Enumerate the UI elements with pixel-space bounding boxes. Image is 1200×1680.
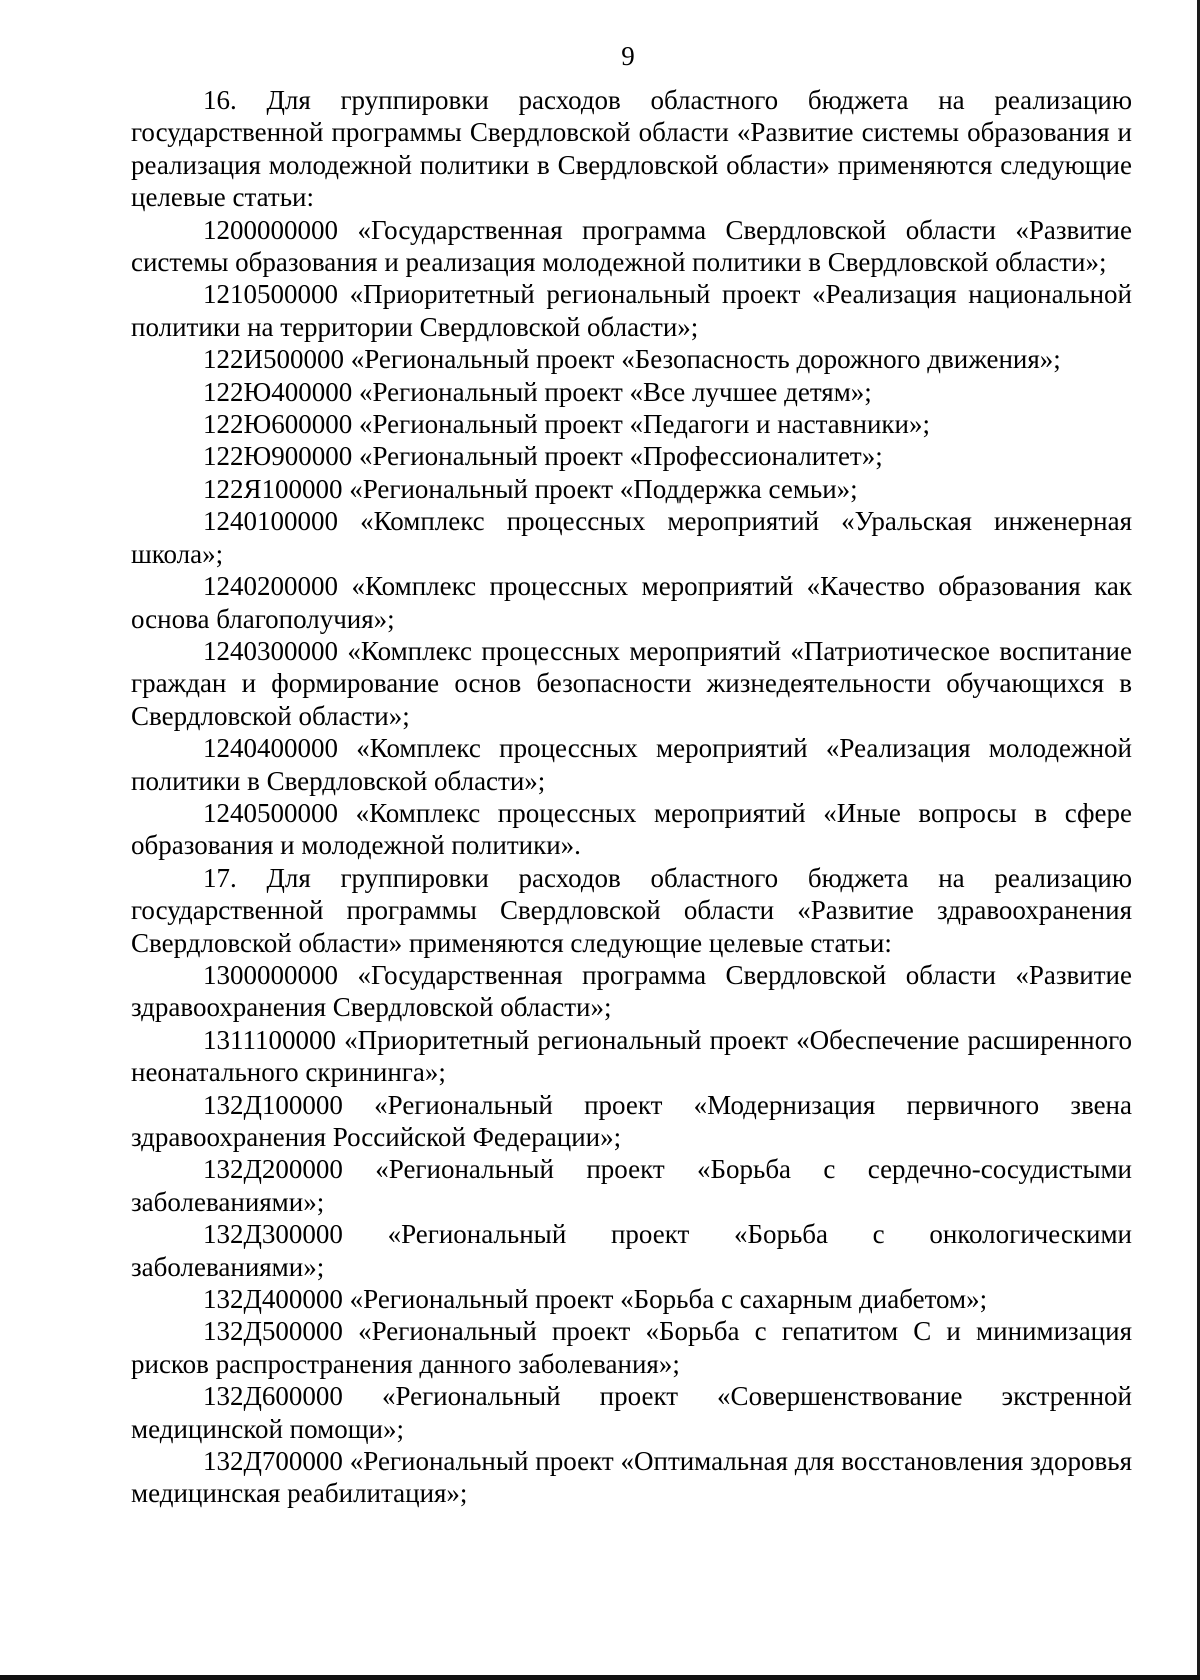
paragraph-code-132D300000: 132Д300000 «Региональный проект «Борьба с онкологическими заболеваниями»; bbox=[131, 1219, 1132, 1282]
paragraph-code-132D600000: 132Д600000 «Региональный проект «Совершенствование экстренной медицинской помощи»; bbox=[131, 1381, 1132, 1444]
paragraph-code-132D200000: 132Д200000 «Региональный проект «Борьба с сердечно-сосудистыми заболеваниями»; bbox=[131, 1154, 1132, 1217]
paragraph-code-122Yu600000: 122Ю600000 «Региональный проект «Педагоги и наставники»; bbox=[203, 409, 930, 440]
paragraph-code-132D400000: 132Д400000 «Региональный проект «Борьба с сахарным диабетом»; bbox=[203, 1284, 988, 1315]
document-body bbox=[131, 84, 1132, 1510]
paragraph-code-1240500000: 1240500000 «Комплекс процессных мероприятий «Иные вопросы в сфере образования и молодежной политики». bbox=[131, 797, 1132, 861]
paragraph-code-1240400000: 1240400000 «Комплекс процессных мероприятий «Реализация молодежной политики в Свердловской области»; bbox=[131, 733, 1132, 796]
paragraph-code-132D500000: 132Д500000 «Региональный проект «Борьба с гепатитом С и минимизация рисков распространения данного заболевания»; bbox=[131, 1316, 1132, 1379]
paragraph-code-122I500000: 122И500000 «Региональный проект «Безопасность дорожного движения»; bbox=[203, 344, 1061, 375]
paragraph-section-17-intro: 17. Для группировки расходов областного бюджета на реализацию государственной программы Свердловской области «Развитие здравоохранения Свердловской области» применяются следующие целевые статьи: bbox=[131, 862, 1132, 958]
paragraph-code-122Yu900000: 122Ю900000 «Региональный проект «Профессионалитет»; bbox=[203, 441, 883, 472]
paragraph-section-16-intro: 16. Для группировки расходов областного бюджета на реализацию государственной программы Свердловской области «Развитие системы образования и реализация молодежной политики в Свердловской области» применяются следующие целевые статьи: bbox=[131, 85, 1132, 213]
paragraph-code-1300000000: 1300000000 «Государственная программа Свердловской области «Развитие здравоохранения Свердловской области»; bbox=[131, 959, 1132, 1023]
paragraph-code-122Ya100000: 122Я100000 «Региональный проект «Поддержка семьи»; bbox=[203, 473, 858, 504]
paragraph-code-1200000000: 1200000000 «Государственная программа Свердловской области «Развитие системы образования и реализация молодежной политики в Свердловской области»; bbox=[131, 214, 1132, 278]
paragraph-code-132D100000: 132Д100000 «Региональный проект «Модернизация первичного звена здравоохранения Российской Федерации»; bbox=[131, 1089, 1132, 1152]
page-number: 9 bbox=[621, 41, 635, 71]
paragraph-code-1210500000: 1210500000 «Приоритетный региональный проект «Реализация национальной политики на территории Свердловской области»; bbox=[131, 279, 1132, 342]
page-bottom-border bbox=[0, 1675, 1200, 1680]
paragraph-code-1240300000: 1240300000 «Комплекс процессных мероприятий «Патриотическое воспитание граждан и формирование основ безопасности жизнедеятельности обучающихся в Свердловской области»; bbox=[131, 635, 1132, 731]
paragraph-code-122Yu400000: 122Ю400000 «Региональный проект «Все лучшее детям»; bbox=[203, 376, 872, 407]
paragraph-code-1240100000: 1240100000 «Комплекс процессных мероприятий «Уральская инженерная школа»; bbox=[131, 506, 1132, 569]
paragraph-code-132D700000: 132Д700000 «Региональный проект «Оптимальная для восстановления здоровья медицинская реабилитация»; bbox=[131, 1446, 1132, 1509]
paragraph-code-1240200000: 1240200000 «Комплекс процессных мероприятий «Качество образования как основа благополучия»; bbox=[131, 571, 1132, 634]
paragraph-code-1311100000: 1311100000 «Приоритетный региональный проект «Обеспечение расширенного неонатального скрининга»; bbox=[131, 1024, 1132, 1088]
